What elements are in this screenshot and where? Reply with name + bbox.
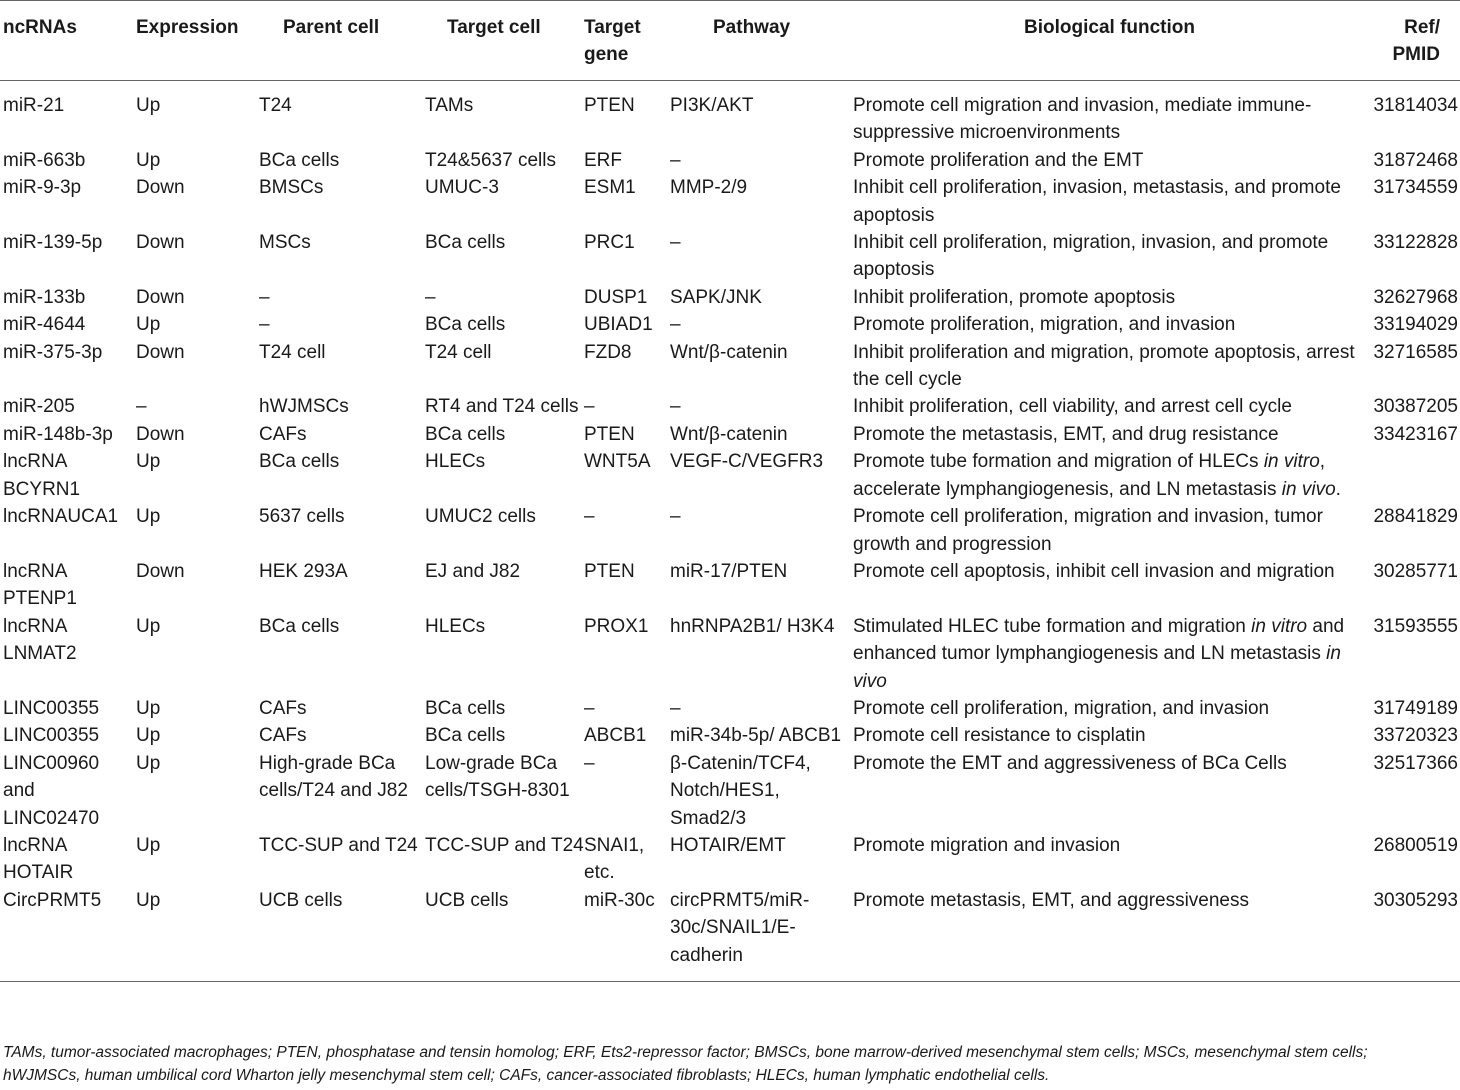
cell-expression: Down: [136, 177, 185, 199]
cell-target-cell: BCa cells: [425, 725, 506, 747]
italic-text: in vivo: [1281, 478, 1336, 500]
cell-biological-function: [853, 503, 1366, 558]
table-row: [0, 284, 1460, 311]
table-row: [0, 393, 1460, 420]
header-biological-function: Biological function: [1024, 17, 1195, 38]
function-text: Promote the EMT and aggressiveness of BCa Cells: [853, 752, 1287, 774]
cell-expression: Down: [136, 341, 185, 363]
cell-expression: Up: [136, 615, 161, 637]
function-text: Promote cell resistance to cisplatin: [853, 725, 1146, 747]
cell-target-cell: T24 cell: [425, 341, 492, 363]
cell-target-gene: FZD8: [584, 341, 632, 363]
cell-ref-pmid: 33122828: [1373, 232, 1458, 254]
cell-target-gene: DUSP1: [584, 286, 648, 308]
cell-expression: Down: [136, 286, 185, 308]
cell-parent-cell: BCa cells: [259, 451, 340, 473]
table-row: [0, 339, 1460, 394]
cell-parent-cell: CAFs: [259, 697, 307, 719]
cell-target-cell: BCa cells: [425, 423, 506, 445]
cell-parent-cell: hWJMSCs: [259, 396, 349, 418]
italic-text: in vitro: [1263, 451, 1320, 473]
cell-ncrna: miR-9-3p: [3, 177, 82, 199]
cell-ncrna: lncRNA BCYRN1: [3, 451, 81, 500]
cell-ref-pmid: 32627968: [1373, 286, 1458, 308]
cell-target-cell: BCa cells: [425, 232, 506, 254]
cell-target-gene: –: [584, 752, 595, 774]
cell-biological-function: [853, 750, 1366, 832]
cell-expression: Up: [136, 314, 161, 336]
cell-pathway: hnRNPA2B1/ H3K4: [670, 615, 835, 637]
cell-ref-pmid: 33720323: [1373, 725, 1458, 747]
cell-pathway: PI3K/AKT: [670, 95, 754, 116]
cell-pathway: Wnt/β-catenin: [670, 341, 788, 363]
header-ncrnas: ncRNAs: [3, 17, 77, 38]
cell-expression: Up: [136, 834, 161, 856]
cell-target-cell: HLECs: [425, 451, 486, 473]
cell-biological-function: [853, 613, 1366, 695]
header-ref-pmid: Ref/ PMID: [1392, 17, 1440, 65]
cell-target-cell: TAMs: [425, 95, 474, 116]
cell-pathway: HOTAIR/EMT: [670, 834, 786, 856]
cell-ncrna: miR-139-5p: [3, 232, 103, 254]
table-header: [0, 1, 1460, 81]
cell-expression: Up: [136, 149, 161, 171]
table-row: [0, 695, 1460, 722]
cell-target-cell: HLECs: [425, 615, 486, 637]
cell-parent-cell: 5637 cells: [259, 506, 345, 528]
cell-ncrna: LINC00355: [3, 697, 100, 719]
cell-biological-function: [853, 558, 1366, 613]
cell-ref-pmid: 31749189: [1373, 697, 1458, 719]
header-pathway: Pathway: [713, 17, 791, 38]
cell-parent-cell: TCC-SUP and T24: [259, 834, 418, 856]
function-text: Promote metastasis, EMT, and aggressiveness: [853, 889, 1250, 911]
cell-expression: Up: [136, 95, 161, 116]
cell-ncrna: lncRNA LNMAT2: [3, 615, 77, 665]
cell-pathway: –: [670, 149, 681, 171]
cell-pathway: β-Catenin/TCF4, Notch/HES1, Smad2/3: [670, 752, 811, 829]
cell-ref-pmid: 30305293: [1373, 889, 1458, 911]
cell-target-cell: TCC-SUP and T24: [425, 834, 584, 856]
cell-parent-cell: T24 cell: [259, 341, 326, 363]
cell-ref-pmid: 28841829: [1373, 506, 1458, 528]
cell-target-cell: UCB cells: [425, 889, 509, 911]
table-row: [0, 613, 1460, 695]
cell-target-cell: RT4 and T24 cells: [425, 396, 579, 418]
cell-parent-cell: BCa cells: [259, 149, 340, 171]
cell-pathway: –: [670, 506, 681, 528]
function-text: Inhibit proliferation and migration, promote apoptosis, arrest the cell cycle: [853, 341, 1355, 391]
function-text: Promote tube formation and migration of HLECs: [853, 451, 1264, 473]
cell-biological-function: [853, 284, 1366, 311]
cell-target-cell: UMUC2 cells: [425, 506, 536, 528]
function-text: Promote the metastasis, EMT, and drug resistance: [853, 423, 1279, 445]
cell-parent-cell: BCa cells: [259, 615, 340, 637]
cell-ncrna: miR-133b: [3, 286, 86, 308]
function-text: Promote proliferation and the EMT: [853, 149, 1144, 171]
cell-target-gene: –: [584, 506, 595, 528]
function-text: Promote cell migration and invasion, mediate immune-suppressive microenvironments: [853, 95, 1312, 144]
header-target-gene: Target gene: [584, 17, 641, 65]
cell-expression: Up: [136, 752, 161, 774]
cell-ref-pmid: 33423167: [1373, 423, 1458, 445]
cell-biological-function: [853, 695, 1366, 722]
function-text: Inhibit proliferation, cell viability, and arrest cell cycle: [853, 396, 1292, 418]
cell-expression: Up: [136, 451, 161, 473]
table-row: [0, 174, 1460, 229]
cell-pathway: Wnt/β-catenin: [670, 423, 788, 445]
cell-target-gene: UBIAD1: [584, 314, 653, 336]
cell-expression: Down: [136, 423, 185, 445]
table-row: [0, 147, 1460, 174]
cell-expression: Up: [136, 697, 161, 719]
italic-text: in vivo: [853, 643, 1341, 692]
cell-biological-function: [853, 393, 1366, 420]
cell-ref-pmid: 32716585: [1373, 341, 1458, 363]
cell-biological-function: [853, 229, 1366, 284]
function-text: Inhibit cell proliferation, migration, invasion, and promote apoptosis: [853, 232, 1329, 281]
cell-pathway: VEGF-C/VEGFR3: [670, 451, 824, 473]
table-row: [0, 81, 1460, 147]
table-row: [0, 503, 1460, 558]
cell-expression: Up: [136, 889, 161, 911]
cell-target-cell: Low-grade BCa cells/TSGH-8301: [425, 752, 570, 802]
cell-ncrna: CircPRMT5: [3, 889, 102, 911]
cell-ncrna: lncRNA HOTAIR: [3, 834, 74, 884]
table-row: [0, 421, 1460, 448]
cell-target-cell: EJ and J82: [425, 560, 521, 582]
cell-biological-function: [853, 147, 1366, 174]
cell-biological-function: [853, 81, 1366, 147]
cell-pathway: miR-34b-5p/ ABCB1: [670, 725, 842, 747]
cell-pathway: circPRMT5/miR-30c/SNAIL1/E-cadherin: [670, 889, 810, 966]
table-row: [0, 832, 1460, 887]
function-text: Inhibit cell proliferation, invasion, metastasis, and promote apoptosis: [853, 177, 1341, 226]
cell-biological-function: [853, 832, 1366, 887]
cell-ncrna: miR-205: [3, 396, 75, 418]
cell-expression: –: [136, 396, 147, 418]
header-row: [0, 1, 1460, 81]
cell-target-gene: –: [584, 697, 595, 719]
italic-text: in vitro: [1251, 615, 1308, 637]
cell-ref-pmid: 31814034: [1373, 95, 1458, 116]
cell-parent-cell: HEK 293A: [259, 560, 348, 582]
cell-target-cell: UMUC-3: [425, 177, 499, 199]
cell-target-gene: PTEN: [584, 423, 635, 445]
cell-target-cell: –: [425, 286, 436, 308]
cell-pathway: miR-17/PTEN: [670, 560, 788, 582]
cell-expression: Down: [136, 560, 185, 582]
cell-ref-pmid: 31593555: [1373, 615, 1458, 637]
cell-parent-cell: MSCs: [259, 232, 311, 254]
function-text: Promote cell proliferation, migration and invasion, tumor growth and progression: [853, 506, 1323, 555]
cell-target-cell: T24&5637 cells: [425, 149, 556, 171]
header-target-cell: Target cell: [447, 17, 541, 38]
cell-target-gene: WNT5A: [584, 451, 651, 473]
cell-ref-pmid: [1366, 448, 1460, 503]
cell-biological-function: [853, 722, 1366, 749]
cell-parent-cell: T24: [259, 95, 292, 116]
cell-expression: Up: [136, 506, 161, 528]
cell-target-gene: ERF: [584, 149, 622, 171]
cell-ref-pmid: 26800519: [1373, 834, 1458, 856]
cell-ncrna: miR-4644: [3, 314, 86, 336]
cell-pathway: –: [670, 396, 681, 418]
cell-target-gene: SNAI1, etc.: [584, 834, 645, 884]
table-row: [0, 750, 1460, 832]
header-parent-cell: Parent cell: [283, 17, 380, 38]
cell-biological-function: [853, 421, 1366, 448]
cell-target-cell: BCa cells: [425, 697, 506, 719]
cell-parent-cell: CAFs: [259, 423, 307, 445]
header-expression: Expression: [136, 17, 239, 38]
cell-ref-pmid: 31872468: [1373, 149, 1458, 171]
function-text: Promote cell apoptosis, inhibit cell invasion and migration: [853, 560, 1335, 582]
table-row: [0, 722, 1460, 749]
cell-parent-cell: –: [259, 286, 270, 308]
cell-ref-pmid: 33194029: [1373, 314, 1458, 336]
cell-biological-function: [853, 448, 1366, 503]
cell-ncrna: miR-375-3p: [3, 341, 103, 363]
cell-biological-function: [853, 174, 1366, 229]
table-row: [0, 558, 1460, 613]
function-text: Promote proliferation, migration, and invasion: [853, 314, 1236, 336]
cell-target-cell: BCa cells: [425, 314, 506, 336]
table-row: [0, 887, 1460, 982]
table-row: [0, 448, 1460, 503]
cell-ref-pmid: 31734559: [1373, 177, 1458, 199]
cell-ref-pmid: 30387205: [1373, 396, 1458, 418]
cell-target-gene: PROX1: [584, 615, 649, 637]
function-text: Stimulated HLEC tube formation and migration: [853, 615, 1252, 637]
cell-target-gene: ESM1: [584, 177, 636, 199]
cell-expression: Up: [136, 725, 161, 747]
cell-ncrna: LINC00960 and LINC02470: [3, 752, 100, 829]
cell-parent-cell: CAFs: [259, 725, 307, 747]
table-body: [0, 81, 1460, 982]
function-text: Inhibit proliferation, promote apoptosis: [853, 286, 1176, 308]
cell-pathway: SAPK/JNK: [670, 286, 762, 308]
cell-target-gene: PRC1: [584, 232, 635, 254]
cell-parent-cell: High-grade BCa cells/T24 and J82: [259, 752, 408, 802]
function-text: .: [1335, 478, 1341, 500]
cell-pathway: –: [670, 697, 681, 719]
function-text: , accelerate lymphangiogenesis, and LN metastasis: [853, 451, 1326, 500]
cell-ref-pmid: 30285771: [1373, 560, 1458, 582]
cell-expression: Down: [136, 232, 185, 254]
function-text: Promote migration and invasion: [853, 834, 1121, 856]
cell-biological-function: [853, 339, 1366, 394]
cell-target-gene: PTEN: [584, 560, 635, 582]
cell-target-gene: ABCB1: [584, 725, 647, 747]
cell-ncrna: lncRNA PTENP1: [3, 560, 77, 610]
cell-ncrna: miR-21: [3, 95, 65, 116]
cell-target-gene: –: [584, 396, 595, 418]
cell-ncrna: lncRNAUCA1: [3, 506, 119, 528]
table-row: [0, 229, 1460, 284]
cell-parent-cell: UCB cells: [259, 889, 343, 911]
cell-pathway: MMP-2/9: [670, 177, 748, 199]
cell-parent-cell: –: [259, 314, 270, 336]
cell-biological-function: [853, 887, 1366, 982]
cell-parent-cell: BMSCs: [259, 177, 324, 199]
cell-target-gene: PTEN: [584, 95, 635, 116]
cell-ncrna: LINC00355: [3, 725, 100, 747]
table-row: [0, 311, 1460, 338]
cell-ncrna: miR-148b-3p: [3, 423, 113, 445]
cell-ncrna: miR-663b: [3, 149, 86, 171]
cell-pathway: –: [670, 314, 681, 336]
cell-ref-pmid: 32517366: [1373, 752, 1458, 774]
function-text: Promote cell proliferation, migration, and invasion: [853, 697, 1270, 719]
table-footnote: TAMs, tumor-associated macrophages; PTEN, phosphatase and tensin homolog; ERF, Ets2-repressor factor; BMSCs, bone marrow-derived mesenchymal stem cells; MSCs, mesenchymal stem cells; hWJMSCs, human umbilical cord Wharton jelly mesenchymal stem cell; CAFs, cancer-associated fibroblasts; HLECs, human lymphatic endothelial cells.: [3, 1044, 1368, 1084]
function-text: and enhanced tumor lymphangiogenesis and LN metastasis: [853, 615, 1345, 665]
cell-pathway: –: [670, 232, 681, 254]
cell-biological-function: [853, 311, 1366, 338]
cell-target-gene: miR-30c: [584, 889, 655, 911]
